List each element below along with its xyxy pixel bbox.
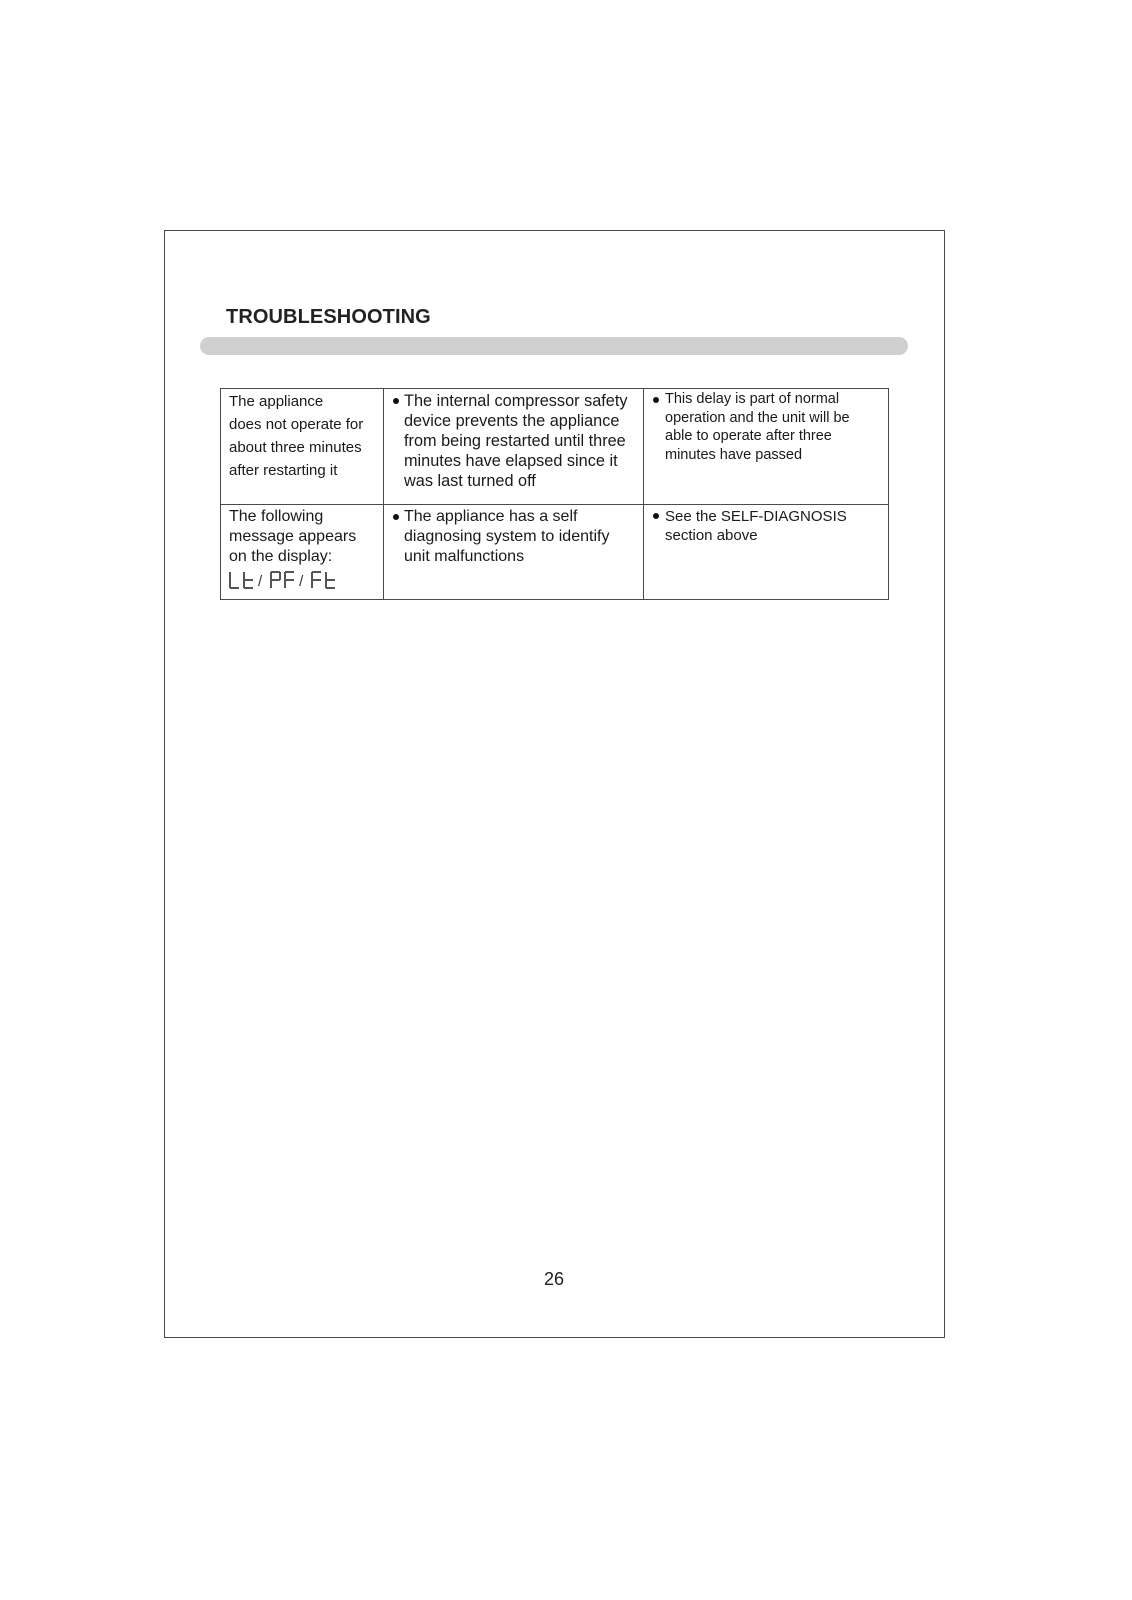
problem-text-line: about three minutes xyxy=(229,439,362,456)
display-segment xyxy=(279,572,281,580)
problem-cell xyxy=(221,389,384,505)
display-segment xyxy=(271,571,280,573)
problem-text-line: message appears xyxy=(229,528,357,545)
display-codes xyxy=(229,570,383,590)
cause-text-line: from being restarted until three xyxy=(404,432,626,450)
display-segment xyxy=(229,572,231,580)
solution-text-line: operation and the unit will be xyxy=(665,409,850,426)
code-separator: / xyxy=(299,573,304,590)
solution-text-line: See the SELF-DIAGNOSIS xyxy=(665,508,847,525)
cause-cell xyxy=(384,505,644,599)
solution-text-line: This delay is part of normal xyxy=(665,391,840,407)
cause-text-line: The appliance has a self xyxy=(404,508,578,525)
display-segment xyxy=(326,579,335,581)
display-segment xyxy=(244,579,253,581)
display-segment xyxy=(284,580,286,588)
cause-text-line: was last turned off xyxy=(404,472,536,490)
seven-segment-glyphs xyxy=(229,571,255,590)
solution-text-line: section above xyxy=(665,527,758,544)
display-segment xyxy=(285,571,294,573)
display-segment xyxy=(312,571,321,573)
display-segment xyxy=(270,580,272,588)
cause-text-line: minutes have elapsed since it xyxy=(404,452,618,470)
cause-text-line: The internal compressor safety xyxy=(404,392,628,410)
solution-cell xyxy=(644,505,888,599)
problem-cell xyxy=(221,505,384,599)
title-underline-bar xyxy=(200,337,908,355)
bullet-icon xyxy=(653,513,659,519)
solution-cell xyxy=(644,389,888,505)
display-code-1 xyxy=(229,571,255,590)
display-segment xyxy=(271,579,280,581)
page-number: 26 xyxy=(543,1269,565,1289)
display-segment xyxy=(244,587,253,589)
problem-text-line: The following xyxy=(229,508,324,525)
bullet-icon xyxy=(393,398,399,404)
display-segment xyxy=(243,580,245,588)
problem-text-line: after restarting it xyxy=(229,462,338,479)
display-code-2 xyxy=(270,571,296,590)
display-code-3 xyxy=(311,571,337,590)
problem-text-line: does not operate for xyxy=(229,416,364,433)
display-segment xyxy=(230,587,239,589)
cause-text-line: unit malfunctions xyxy=(404,548,525,565)
display-segment xyxy=(311,580,313,588)
display-segment xyxy=(325,580,327,588)
solution-text-line: able to operate after three xyxy=(665,428,832,444)
bullet-icon xyxy=(393,514,399,520)
cause-text-line: device prevents the appliance xyxy=(404,412,620,430)
bullet-icon xyxy=(653,397,659,403)
display-segment xyxy=(312,579,321,581)
problem-text-line: on the display: xyxy=(229,548,333,565)
seven-segment-glyphs xyxy=(311,571,337,590)
display-segment xyxy=(311,572,313,580)
problem-text-line: The appliance xyxy=(229,393,324,410)
display-segment xyxy=(284,572,286,580)
troubleshooting-table xyxy=(220,388,889,600)
display-segment xyxy=(325,572,327,580)
code-separator: / xyxy=(258,573,263,590)
display-segment xyxy=(243,572,245,580)
display-segment xyxy=(326,587,335,589)
display-segment xyxy=(229,580,231,588)
seven-segment-glyphs xyxy=(270,571,296,590)
display-segment xyxy=(285,579,294,581)
page-title: TROUBLESHOOTING xyxy=(226,306,431,328)
solution-text-line: minutes have passed xyxy=(665,446,803,463)
cause-cell xyxy=(384,389,644,505)
cause-text-line: diagnosing system to identify xyxy=(404,528,610,545)
display-segment xyxy=(270,572,272,580)
